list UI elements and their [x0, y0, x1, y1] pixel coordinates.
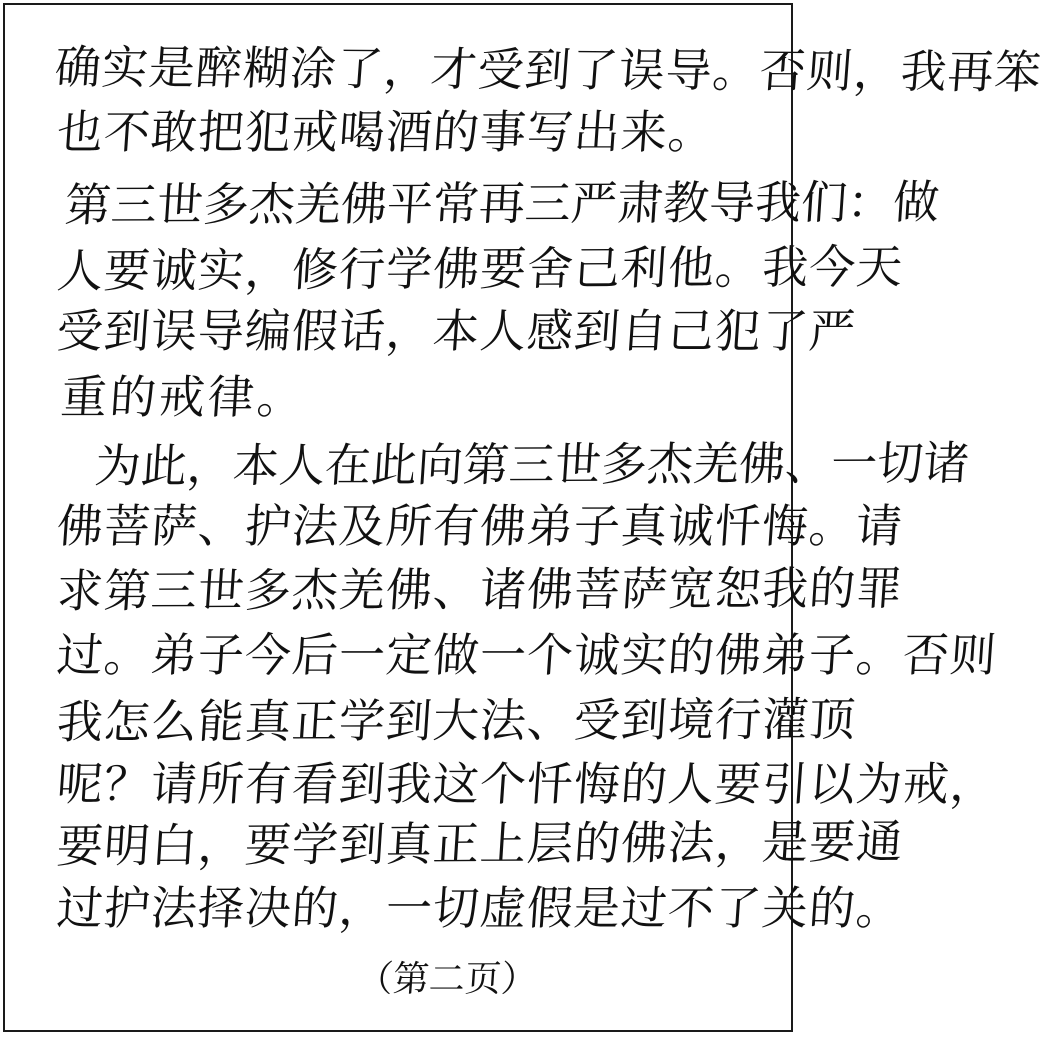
letter-line: 过护法择决的，一切虚假是过不了关的。: [55, 881, 905, 935]
letter-line: 确实是醉糊涂了，才受到了误导。否则，我再笨: [52, 40, 1044, 100]
letter-line: 我怎么能真正学到大法、受到境行灌顶: [55, 692, 858, 749]
letter-line: 第三世多杰羌佛平常再三严肃教导我们：做: [63, 174, 942, 232]
letter-line: 人要诚实，修行学佛要舍己利他。我今天: [55, 239, 906, 298]
letter-line: 呢？请所有看到我这个忏悔的人要引以为戒，: [55, 757, 999, 811]
letter-line: 也不敢把犯戒喝酒的事写出来。: [55, 105, 717, 159]
letter-line: 受到误导编假话，本人感到自己犯了严: [55, 304, 858, 358]
page-number-label: （第二页）: [355, 959, 539, 1000]
letter-line: 求第三世多杰羌佛、诸佛菩萨宽恕我的罪: [55, 561, 905, 618]
letter-line: 要明白，要学到真正上层的佛法，是要通: [55, 814, 906, 873]
letter-line: 重的戒律。: [59, 370, 308, 424]
letter-line: 佛菩萨、护法及所有佛弟子真诚忏悔。请: [55, 499, 905, 553]
letter-page: [3, 3, 1044, 1032]
letter-line: 为此，本人在此向第三世多杰羌佛、一切诸: [93, 435, 972, 493]
letter-line: 过。弟子今后一定做一个诚实的佛弟子。否则: [55, 628, 999, 682]
